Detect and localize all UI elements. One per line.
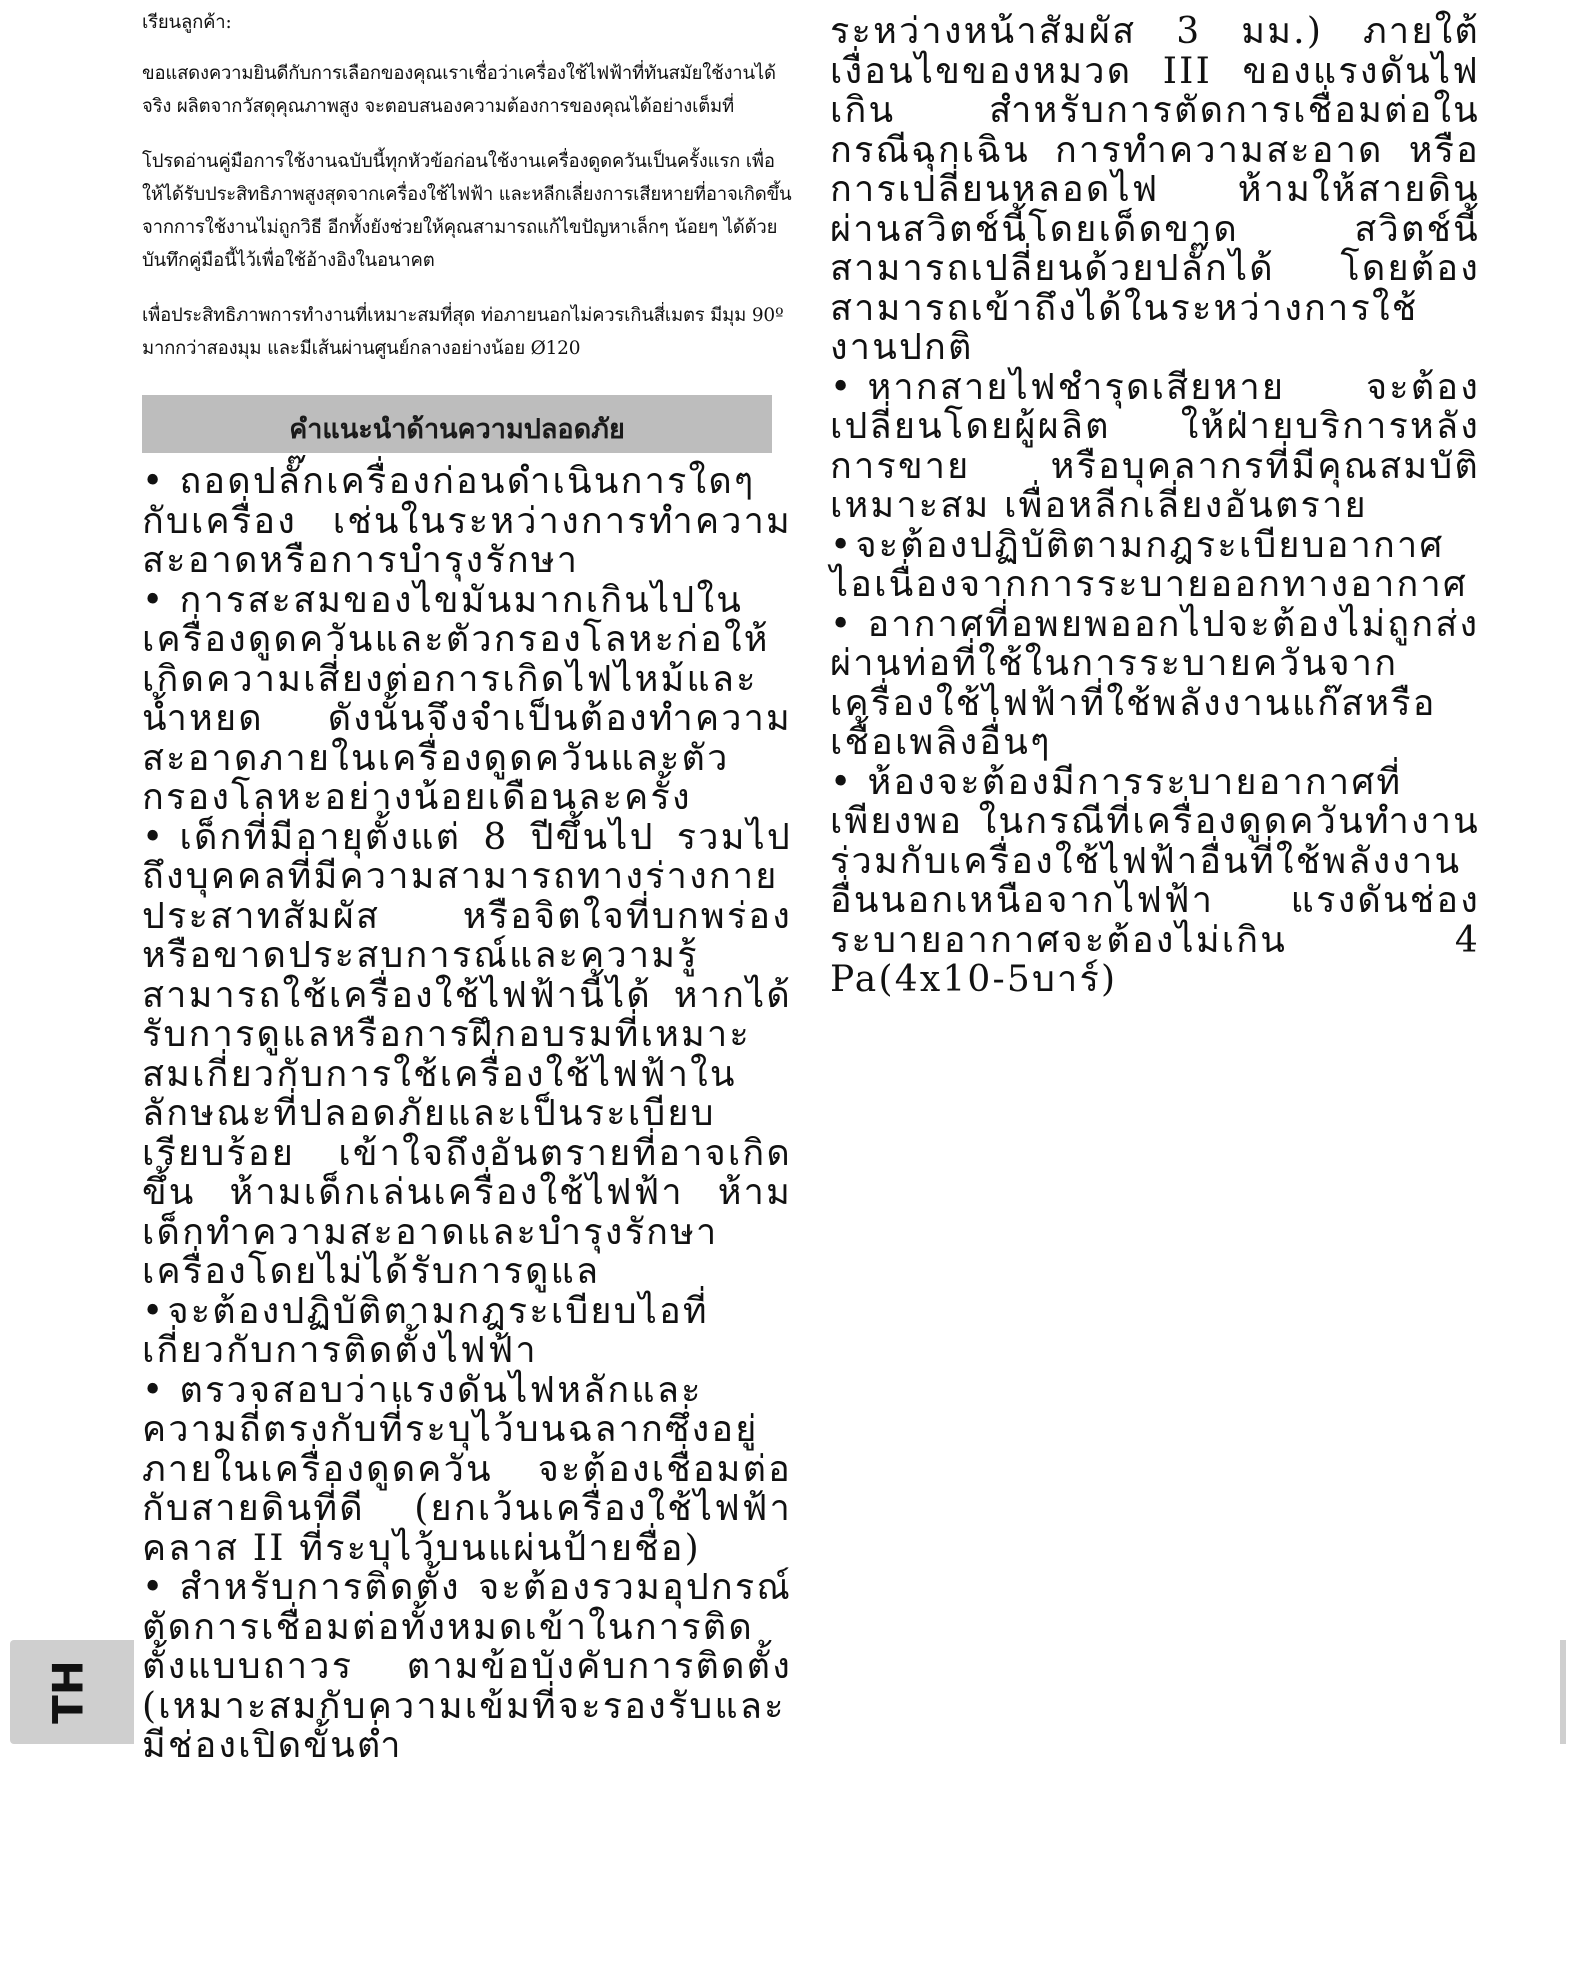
bullet-icon: • [142, 816, 166, 858]
safety-item-text: เด็กที่มีอายุตั้งแต่ 8 ปีขึ้นไป รวมไปถึงบุคคลที่มีความสามารถทางร่างกาย ประสาทสัมผัส หรือจิตใจที่บกพร่อง หรือขาดประสบการณ์และความรู้ สามารถใช้เครื่องใช้ไฟฟ้านี้ได้ หากได้รับการดูแลหรือการฝึกอบรมที่เหมาะสมเกี่ยวกับการใช้เครื่องใช้ไฟฟ้าในลักษณะที่ปลอดภัยและเป็นระเบียบเรียบร้อย เข้าใจถึงอันตรายที่อาจเกิดขึ้น ห้ามเด็กเล่นเครื่องใช้ไฟฟ้า ห้ามเด็กทำความสะอาดและบำรุงรักษาเครื่องโดยไม่ได้รับการดูแล [142, 816, 792, 1292]
section-title: คำแนะนำด้านความปลอดภัย [289, 414, 625, 445]
safety-list-right [830, 12, 1480, 1000]
bullet-icon: • [142, 461, 166, 502]
safety-list-left [142, 462, 792, 1766]
safety-item [830, 763, 1480, 1000]
intro-paragraph-1: ขอแสดงความยินดีกับการเลือกของคุณเราเชื่อว่าเครื่องใช้ไฟฟ้าที่ทันสมัยใช้งานได้จริง ผลิตจากวัสดุคุณภาพสูง จะตอบสนองความต้องการของคุณได้อย่างเต็มที่ [142, 63, 776, 117]
bullet-icon: • [142, 1290, 166, 1332]
safety-item-text: การสะสมของไขมันมากเกินไปในเครื่องดูดควันและตัวกรองโลหะก่อให้เกิดความเสี่ยงต่อการเกิดไฟไหม้และน้ำหยด ดังนั้นจึงจำเป็นต้องทำความสะอาดภายในเครื่องดูดควันและตัวกรองโลหะอย่างน้อยเดือนละครั้ง [142, 579, 792, 818]
safety-item-text: ระหว่างหน้าสัมผัส 3 มม.) ภายใต้เงื่อนไขของหมวด III ของแรงดันไฟเกิน สำหรับการตัดการเชื่อมต่อในกรณีฉุกเฉิน การทำความสะอาด หรือการเปลี่ยนหลอดไฟ ห้ามให้สายดินผ่านสวิตช์นี้โดยเด็ดขาด สวิตช์นี้สามารถเปลี่ยนด้วยปลั๊กได้ โดยต้องสามารถเข้าถึงได้ในระหว่างการใช้งานปกติ [830, 11, 1480, 368]
safety-item-continued [830, 12, 1480, 368]
safety-item [830, 605, 1480, 763]
safety-item [830, 368, 1480, 526]
language-tab-label: TH [43, 1660, 93, 1724]
safety-item-text: จะต้องปฏิบัติตามกฎระเบียบอากาศไอเนื่องจากการระบายออกทางอากาศ [830, 524, 1468, 605]
safety-item-text: อากาศที่อพยพออกไปจะต้องไม่ถูกส่งผ่านท่อที่ใช้ในการระบายควันจากเครื่องใช้ไฟฟ้าที่ใช้พลังงานแก๊สหรือเชื้อเพลิงอื่นๆ [830, 603, 1480, 763]
bullet-icon: • [142, 1567, 166, 1608]
bullet-icon: • [830, 366, 854, 408]
safety-item-text: ตรวจสอบว่าแรงดันไฟหลักและความถี่ตรงกับที่ระบุไว้บนฉลากซึ่งอยู่ภายในเครื่องดูดควัน จะต้องเชื่อมต่อกับสายดินที่ดี (ยกเว้นเครื่องใช้ไฟฟ้าคลาส II ที่ระบุไว้บนแผ่นป้ายชื่อ) [142, 1369, 792, 1569]
safety-item [142, 581, 792, 818]
language-tab [10, 1640, 134, 1744]
greeting: เรียนลูกค้า: [142, 12, 232, 33]
page-edge-marker [1560, 1640, 1566, 1744]
safety-item [142, 818, 792, 1292]
safety-item-text: จะต้องปฏิบัติตามกฎระเบียบไอที่เกี่ยวกับการติดตั้งไฟฟ้า [142, 1290, 709, 1371]
bullet-icon: • [142, 579, 166, 621]
bullet-icon: • [142, 1369, 166, 1411]
bullet-icon: • [830, 524, 854, 566]
safety-item [142, 1568, 792, 1766]
intro-paragraph-2: โปรดอ่านคู่มือการใช้งานฉบับนี้ทุกหัวข้อก่อนใช้งานเครื่องดูดควันเป็นครั้งแรก เพื่อให้ได้รับประสิทธิภาพสูงสุดจากเครื่องใช้ไฟฟ้า และหลีกเลี่ยงการเสียหายที่อาจเกิดขึ้นจากการใช้งานไม่ถูกวิธี อีกทั้งยังช่วยให้คุณสามารถแก้ไขปัญหาเล็กๆ น้อยๆ ได้ด้วย บันทึกคู่มือนี้ไว้เพื่อใช้อ้างอิงในอนาคต [142, 151, 792, 271]
safety-item-text: ห้องจะต้องมีการระบายอากาศที่เพียงพอ ในกรณีที่เครื่องดูดควันทำงานร่วมกับเครื่องใช้ไฟฟ้าอื่นที่ใช้พลังงานอื่นนอกเหนือจากไฟฟ้า แรงดันช่องระบายอากาศจะต้องไม่เกิน 4 Pa(4x10-5บาร์) [830, 761, 1480, 1000]
bullet-icon: • [830, 761, 854, 803]
safety-item-text: หากสายไฟชำรุดเสียหาย จะต้องเปลี่ยนโดยผู้ผลิต ให้ฝ่ายบริการหลังการขาย หรือบุคลากรที่มีคุณสมบัติเหมาะสม เพื่อหลีกเลี่ยงอันตราย [830, 366, 1480, 526]
safety-item [830, 526, 1480, 605]
safety-item-text: สำหรับการติดตั้ง จะต้องรวมอุปกรณ์ตัดการเชื่อมต่อทั้งหมดเข้าในการติดตั้งแบบถาวร ตามข้อบังคับการติดตั้ง (เหมาะสมกับความเข้มที่จะรองรับและมีช่องเปิดขั้นต่ำ [142, 1567, 792, 1766]
safety-item [142, 1371, 792, 1569]
safety-item [142, 462, 792, 581]
section-header-safety [142, 395, 772, 453]
intro-paragraph-3: เพื่อประสิทธิภาพการทำงานที่เหมาะสมที่สุด ท่อภายนอกไม่ควรเกินสี่เมตร มีมุม 90º มากกว่าสองมุม และมีเส้นผ่านศูนย์กลางอย่างน้อย Ø120 [142, 305, 784, 359]
intro-section [142, 0, 792, 387]
safety-item [142, 1292, 792, 1371]
safety-item-text: ถอดปลั๊กเครื่องก่อนดำเนินการใดๆ กับเครื่อง เช่นในระหว่างการทำความสะอาดหรือการบำรุงรักษา [142, 461, 792, 581]
bullet-icon: • [830, 603, 854, 645]
